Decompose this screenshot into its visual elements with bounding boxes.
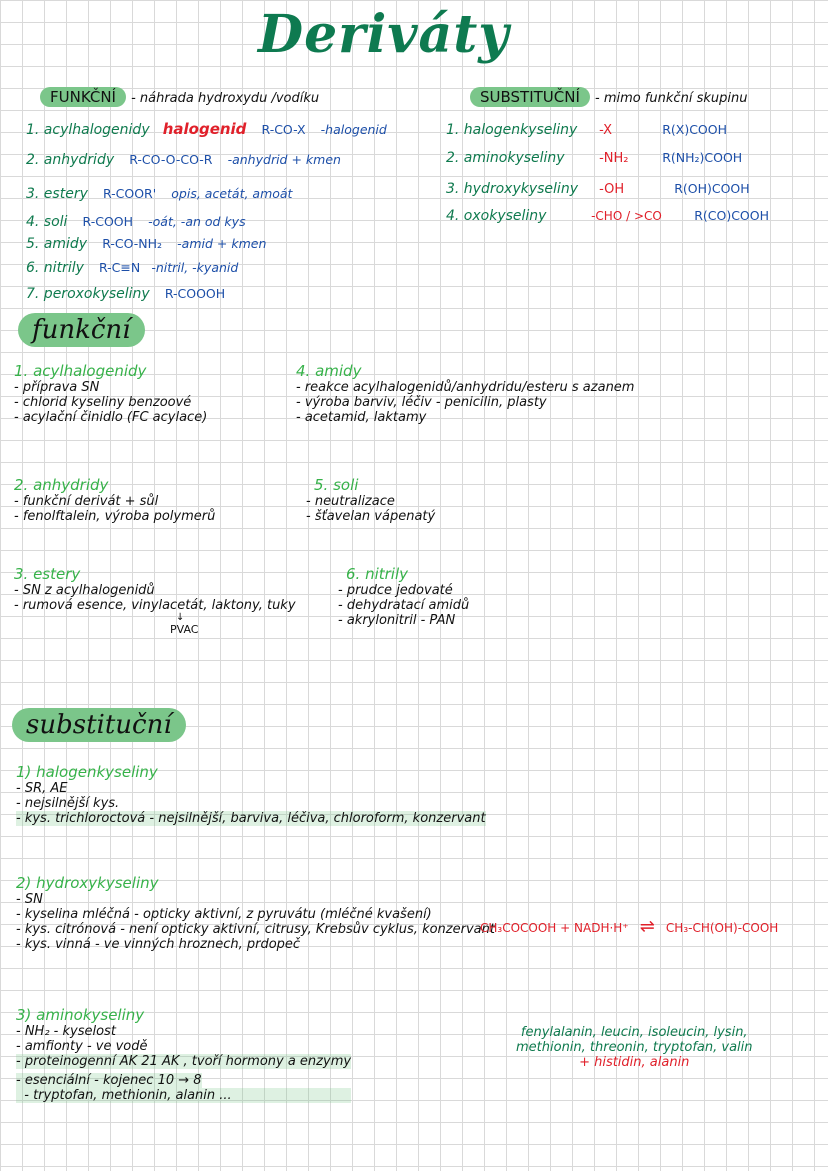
naming-note: opis, acetát, amoát — [171, 186, 293, 201]
formula: R-COOOH — [164, 286, 226, 301]
block-aminokyseliny — [16, 1006, 351, 1103]
block-title: 4. amidy — [296, 362, 362, 380]
formula: R-CO-O-CO-R — [129, 152, 213, 167]
block-line: - chlorid kyseliny benzoové — [14, 395, 192, 410]
block-line: - fenolftalein, výroba polymerů — [14, 509, 216, 524]
block-line: - acetamid, laktamy — [296, 410, 427, 425]
substitucni-header — [470, 87, 747, 106]
block-line: - SR, AE — [16, 781, 68, 796]
naming-note: -oát, -an od kys — [148, 214, 246, 229]
item-name: 5. amidy — [26, 236, 88, 252]
funkcni-item — [26, 119, 387, 138]
block-line: - prudce jedovaté — [338, 583, 453, 598]
substitucni-desc: - mimo funkční skupinu — [595, 91, 748, 106]
naming-note: -anhydrid + kmen — [227, 152, 341, 167]
essential-line: fenylalanin, leucin, isoleucin, lysin, — [520, 1025, 748, 1040]
funkcni-header — [40, 87, 319, 106]
functional-group: -CHO / >CO — [591, 209, 662, 223]
block-amidy — [296, 362, 634, 425]
formula: R-COOH — [82, 214, 134, 229]
block-title: 2. anhydridy — [14, 476, 109, 494]
substitucni-item — [446, 147, 742, 166]
block-line: - výroba barviv, léčiv - penicilin, plasty — [296, 395, 547, 410]
equilibrium-arrow-icon: ⇌ — [639, 916, 655, 937]
block-anhydridy — [14, 476, 215, 524]
block-title: 1) halogenkyseliny — [16, 763, 158, 781]
formula: R-C≡N — [98, 260, 141, 275]
highlight-text: halogenid — [162, 120, 247, 138]
block-line: - acylační činidlo (FC acylace) — [14, 410, 208, 425]
funkcni-desc: - náhrada hydroxydu /vodíku — [131, 91, 320, 106]
substitucni-item — [446, 119, 727, 138]
block-title: 6. nitrily — [346, 565, 409, 583]
equation-right: CH₃-CH(OH)-COOH — [665, 921, 779, 935]
arrow-down-icon: ↓ — [176, 612, 185, 623]
block-nitrily — [338, 565, 469, 628]
block-line: - šťavelan vápenatý — [306, 509, 436, 524]
funkcni-item — [26, 183, 292, 202]
equation-left: CH₃COCOOH + NADH·H⁺ — [480, 921, 629, 935]
formula: R(CO)COOH — [694, 208, 769, 223]
item-name: 2. aminokyseliny — [446, 150, 565, 166]
block-line: - dehydratací amidů — [338, 598, 470, 613]
item-name: 4. soli — [26, 214, 68, 230]
naming-note: -halogenid — [320, 122, 387, 137]
functional-group: -NH₂ — [599, 151, 629, 166]
block-title: 3. estery — [14, 565, 81, 583]
block-line: - kys. vinná - ve vinných hroznech, prdopeč — [16, 937, 301, 952]
substitucni-item — [446, 205, 769, 224]
block-line: - neutralizace — [306, 494, 395, 509]
block-line: - proteinogenní AK 21 AK , tvoří hormony a enzymy — [16, 1054, 352, 1069]
item-name: 3. hydroxykyseliny — [446, 181, 578, 197]
funkcni-item — [26, 257, 238, 276]
essential-extra: + histidin, alanin — [579, 1055, 690, 1070]
naming-note: -nitril, -kyanid — [151, 260, 239, 275]
item-name: 1. halogenkyseliny — [446, 122, 578, 138]
funkcni-pill: FUNKČNÍ — [40, 87, 126, 107]
block-line: - nejsilnější kys. — [16, 796, 120, 811]
functional-group: -OH — [599, 182, 625, 197]
item-name: 2. anhydridy — [26, 152, 115, 168]
block-line: - akrylonitril - PAN — [338, 613, 456, 628]
block-line: - rumová esence, vinylacetát, laktony, tuky — [14, 598, 296, 613]
item-name: 4. oxokyseliny — [446, 208, 547, 224]
block-line: - NH₂ - kyselost — [16, 1024, 116, 1039]
functional-group: -X — [599, 123, 613, 138]
block-title: 2) hydroxykyseliny — [16, 874, 159, 892]
item-name: 7. peroxokyseliny — [26, 286, 150, 302]
block-title: 1. acylhalogenidy — [14, 362, 147, 380]
block-subnote: PVAC — [170, 623, 199, 636]
block-line: - kys. trichloroctová - nejsilnější, barviva, léčiva, chloroform, konzervant — [16, 811, 486, 826]
item-name: 6. nitrily — [26, 260, 84, 276]
block-title: 3) aminokyseliny — [16, 1006, 145, 1024]
essential-amino-acids — [516, 1025, 753, 1070]
block-line: - příprava SN — [14, 380, 100, 395]
block-line: - amfionty - ve vodě — [16, 1039, 148, 1054]
naming-note: -amid + kmen — [177, 236, 267, 251]
formula: R(OH)COOH — [674, 181, 750, 196]
funkcni-section-heading: funkční — [18, 313, 145, 347]
block-acylhalogenidy — [14, 362, 207, 425]
block-line: - SN z acylhalogenidů — [14, 583, 155, 598]
substitucni-section-heading: substituční — [12, 708, 186, 742]
substitucni-pill: SUBSTITUČNÍ — [470, 87, 590, 107]
substitucni-item — [446, 178, 750, 197]
funkcni-item — [26, 233, 266, 252]
block-hydroxykyseliny — [16, 874, 495, 952]
formula: R-CO-NH₂ — [102, 236, 163, 251]
block-line: - funkční derivát + sůl — [14, 494, 159, 509]
funkcni-item — [26, 211, 246, 230]
formula: R-CO-X — [261, 122, 306, 137]
block-soli — [306, 476, 435, 524]
block-line: - esenciální - kojenec 10 → 8 — [16, 1073, 202, 1088]
block-title: 5. soli — [314, 476, 359, 494]
formula: R(X)COOH — [662, 122, 727, 137]
item-name: 1. acylhalogenidy — [26, 122, 150, 138]
formula: R-COOR' — [102, 186, 157, 201]
block-line: - tryptofan, methionin, alanin ... — [16, 1088, 351, 1103]
funkcni-item — [26, 149, 341, 168]
formula: R(NH₂)COOH — [662, 150, 743, 165]
block-line: - reakce acylhalogenidů/anhydridu/esteru s azanem — [296, 380, 635, 395]
block-halogenkyseliny — [16, 763, 486, 826]
essential-line: methionin, threonin, tryptofan, valin — [516, 1040, 753, 1055]
page-title: Deriváty — [258, 4, 510, 65]
item-name: 3. estery — [26, 186, 88, 202]
block-line: - kyselina mléčná - opticky aktivní, z pyruvátu (mléčné kvašení) — [16, 907, 432, 922]
lactate-equation — [480, 916, 778, 937]
funkcni-item — [26, 283, 225, 302]
block-line: - SN — [16, 892, 43, 907]
block-estery — [14, 565, 296, 636]
block-line: - kys. citrónová - není opticky aktivní, citrusy, Krebsův cyklus, konzervant — [16, 922, 495, 937]
